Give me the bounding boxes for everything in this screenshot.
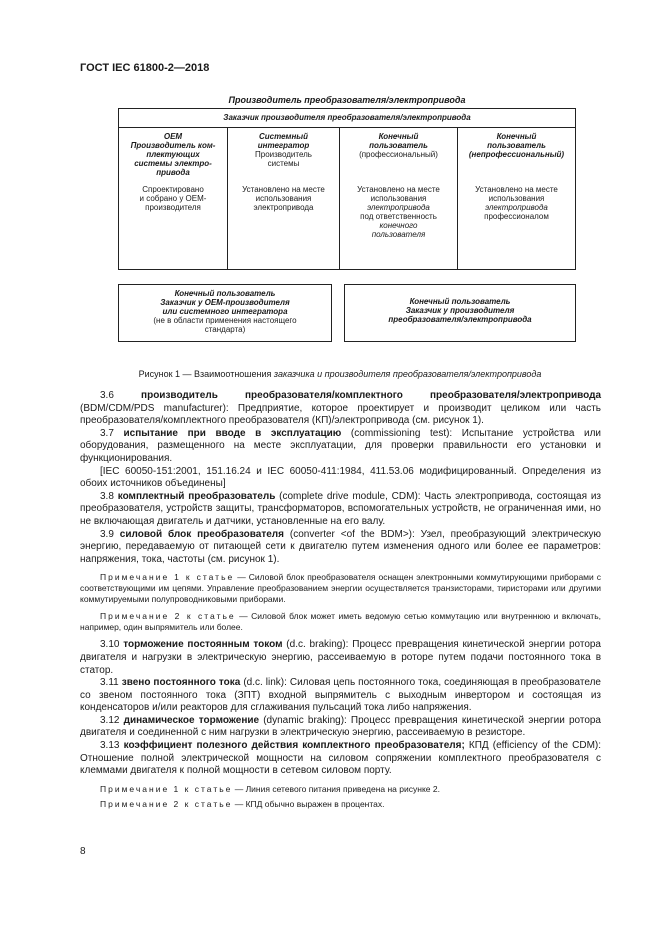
definition-paragraph: 3.13 коэффициент полезного действия комплектного преобразователя; КПД (efficiency of the CDM): Отношение полной электрической мощности на силовом сопряжении комплектного преобразователя с клеммами двигателя к полной мощности в сетевом силовом порту. [80, 740, 602, 777]
note: Примечание 2 к статье — КПД обычно выражен в процентах. [100, 798, 385, 809]
note: Примечание 1 к статье — Линия сетевого питания приведена на рисунке 2. [100, 783, 440, 794]
figure-column-head: Конечный пользователь (профессиональный) [359, 132, 438, 159]
figure-column-head: ОЕМ Производитель ком- плектующих системы электро- привода [130, 132, 216, 177]
figure-column-pro-user [339, 128, 457, 269]
figure-caption: Рисунок 1 — Взаимоотношения заказчика и производителя преобразователя/электропривода [138, 369, 542, 379]
figure-outer-box [118, 108, 576, 270]
figure-column-oem [119, 128, 227, 269]
definition-paragraph: 3.12 динамическое торможение (dynamic braking): Процесс превращения кинетической энергии ротора двигателя и соединенной с ним нагрузки в электрическую энергию, рассеиваемую в резисторе. [80, 714, 601, 739]
figure-enduser-manufacturer-box: Конечный пользователь Заказчик у производителя преобразователя/электропривода [344, 284, 576, 342]
definition-paragraph: 3.11 звено постоянного тока (d.c. link): Силовая цепь постоянного тока, соединяющая в преобразователе со звеном постоянного тока (ЗПТ) входной выпрямитель с выходным инвертором и состоящая из конденсаторов и/или реакторов для сглаживания пульсаций тока либо напряжения. [80, 677, 601, 714]
figure-column-head: Конечный пользователь (непрофессиональный) [468, 132, 565, 159]
figure-column-body: Спроектировано и собрано у ОЕМ- производителя [139, 185, 207, 212]
figure-column-body: Установлено на месте использования электропривода под ответственность конечного пользователя [357, 185, 440, 239]
figure-column-integrator [227, 128, 339, 269]
definition-paragraph: 3.9 силовой блок преобразователя (converter <of the BDM>): Узел, преобразующий электрическую энергию, передаваемую от питающей сети к двигателю путем изменения одного или более ее параметров: напряжения, тока, частоты (см. рисунок 1). [80, 528, 602, 565]
figure-top-title: Производитель преобразователя/электропривода [228, 95, 466, 105]
definition-source: [IEC 60050-151:2001, 151.16.24 и IEC 60050-411:1984, 411.53.06 модифицированный. Определения из обоих источников объединены] [80, 465, 601, 490]
figure-outer-title: Заказчик производителя преобразователя/электропривода [223, 113, 471, 122]
figure-column-head: Системный интегратор Производитель системы [255, 132, 312, 168]
definition-paragraph: 3.6 производитель преобразователя/комплектного преобразователя/электропривода (BDM/CDM/PDS manufacturer): Предприятие, которое проектирует и производит целиком или часть преобразователя/комплектного преобразователя (КП)/электропривода (см. рисунок 1). [80, 390, 602, 427]
document-header: ГОСТ IEC 61800-2—2018 [80, 62, 210, 74]
definition-paragraph: 3.8 комплектный преобразователь (complete drive module, CDM): Часть электропривода, состоящая из преобразователя, устройств защиты, трансформаторов, вспомогательных устройств, не ограниченная ими, но не включающая двигатель и датчики, установленные на его валу. [80, 490, 601, 527]
figure-column-body: Установлено на месте использования электропривода [242, 185, 325, 212]
page-number: 8 [80, 846, 86, 857]
figure-enduser-box: Конечный пользователь Заказчик у ОЕМ-производителя или системного интегратора (не в области применения настоящего стандарта) [118, 284, 332, 342]
note: Примечание 1 к статье — Силовой блок преобразователя оснащен электронными коммутирующими приборами с соответствующими им цепями. Управление преобразованием энергии осуществляется транзисторами, тиристорами или другими коммутируемыми полупроводниковыми приборами. [80, 572, 601, 605]
note: Примечание 2 к статье — Силовой блок может иметь ведомую сетью коммутацию или внутреннюю и включать, например, один выпрямитель или более. [80, 611, 601, 633]
figure-column-nonpro-user [457, 128, 575, 269]
figure-column-body: Установлено на месте использования электропривода профессионалом [475, 185, 558, 221]
definition-paragraph: 3.7 испытание при вводе в эксплуатацию (commissioning test): Испытание устройства или оборудования, размещенного на месте эксплуатации, для проверки правильности его установки и функционирования. [80, 427, 601, 464]
body-text-a [80, 390, 601, 810]
figure-columns [119, 127, 575, 269]
definition-paragraph: 3.10 торможение постоянным током (d.c. braking): Процесс превращения кинетической энергии ротора двигателя и нагрузки в электрическую энергию, рассеиваемую в роторе путем подачи постоянного тока в статор. [80, 639, 601, 676]
